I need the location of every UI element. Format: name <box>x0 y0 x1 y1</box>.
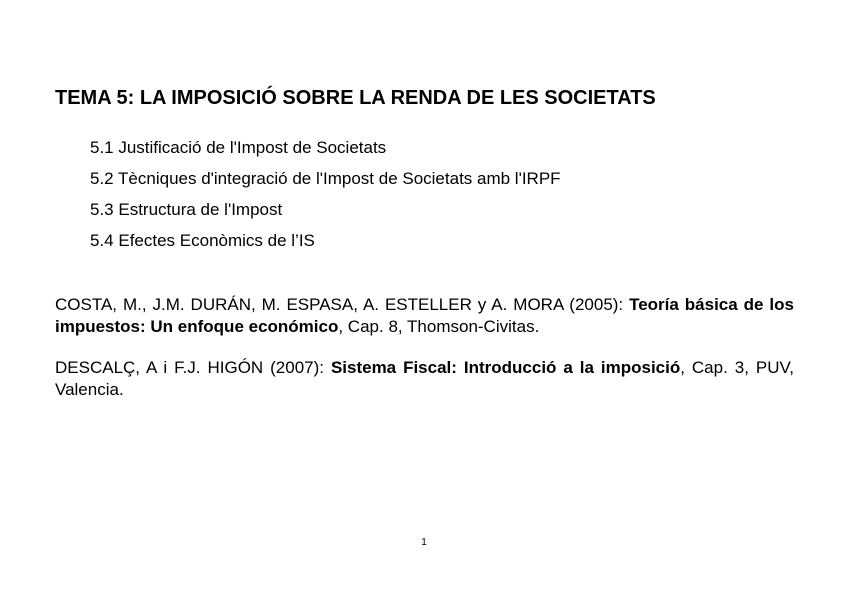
section-item: 5.3 Estructura de l'Impost <box>90 200 283 219</box>
page-number: 1 <box>421 537 427 548</box>
reference-authors: COSTA, M., J.M. DURÁN, M. ESPASA, A. ESTELLER y A. MORA (2005): <box>55 295 630 314</box>
reference-details: , Cap. 3, PUV, Valencia. <box>55 358 794 399</box>
section-item: 5.1 Justificació de l'Impost de Societats <box>90 138 387 157</box>
section-list <box>90 138 561 262</box>
section-item: 5.4 Efectes Econòmics de l’IS <box>90 231 315 250</box>
reference-authors: DESCALÇ, A i F.J. HIGÓN (2007): <box>55 358 331 377</box>
reference-item <box>55 294 794 338</box>
section-item: 5.2 Tècniques d'integració de l'Impost de Societats amb l'IRPF <box>90 169 561 188</box>
reference-details: , Cap. 8, Thomson-Civitas. <box>338 317 540 336</box>
reference-item <box>55 357 794 401</box>
reference-work-title: Teoría básica de los impuestos: Un enfoque económico <box>55 295 794 336</box>
reference-work-title: Sistema Fiscal: Introducció a la imposició <box>330 358 681 377</box>
page-title: TEMA 5: LA IMPOSICIÓ SOBRE LA RENDA DE LES SOCIETATS <box>55 87 656 109</box>
